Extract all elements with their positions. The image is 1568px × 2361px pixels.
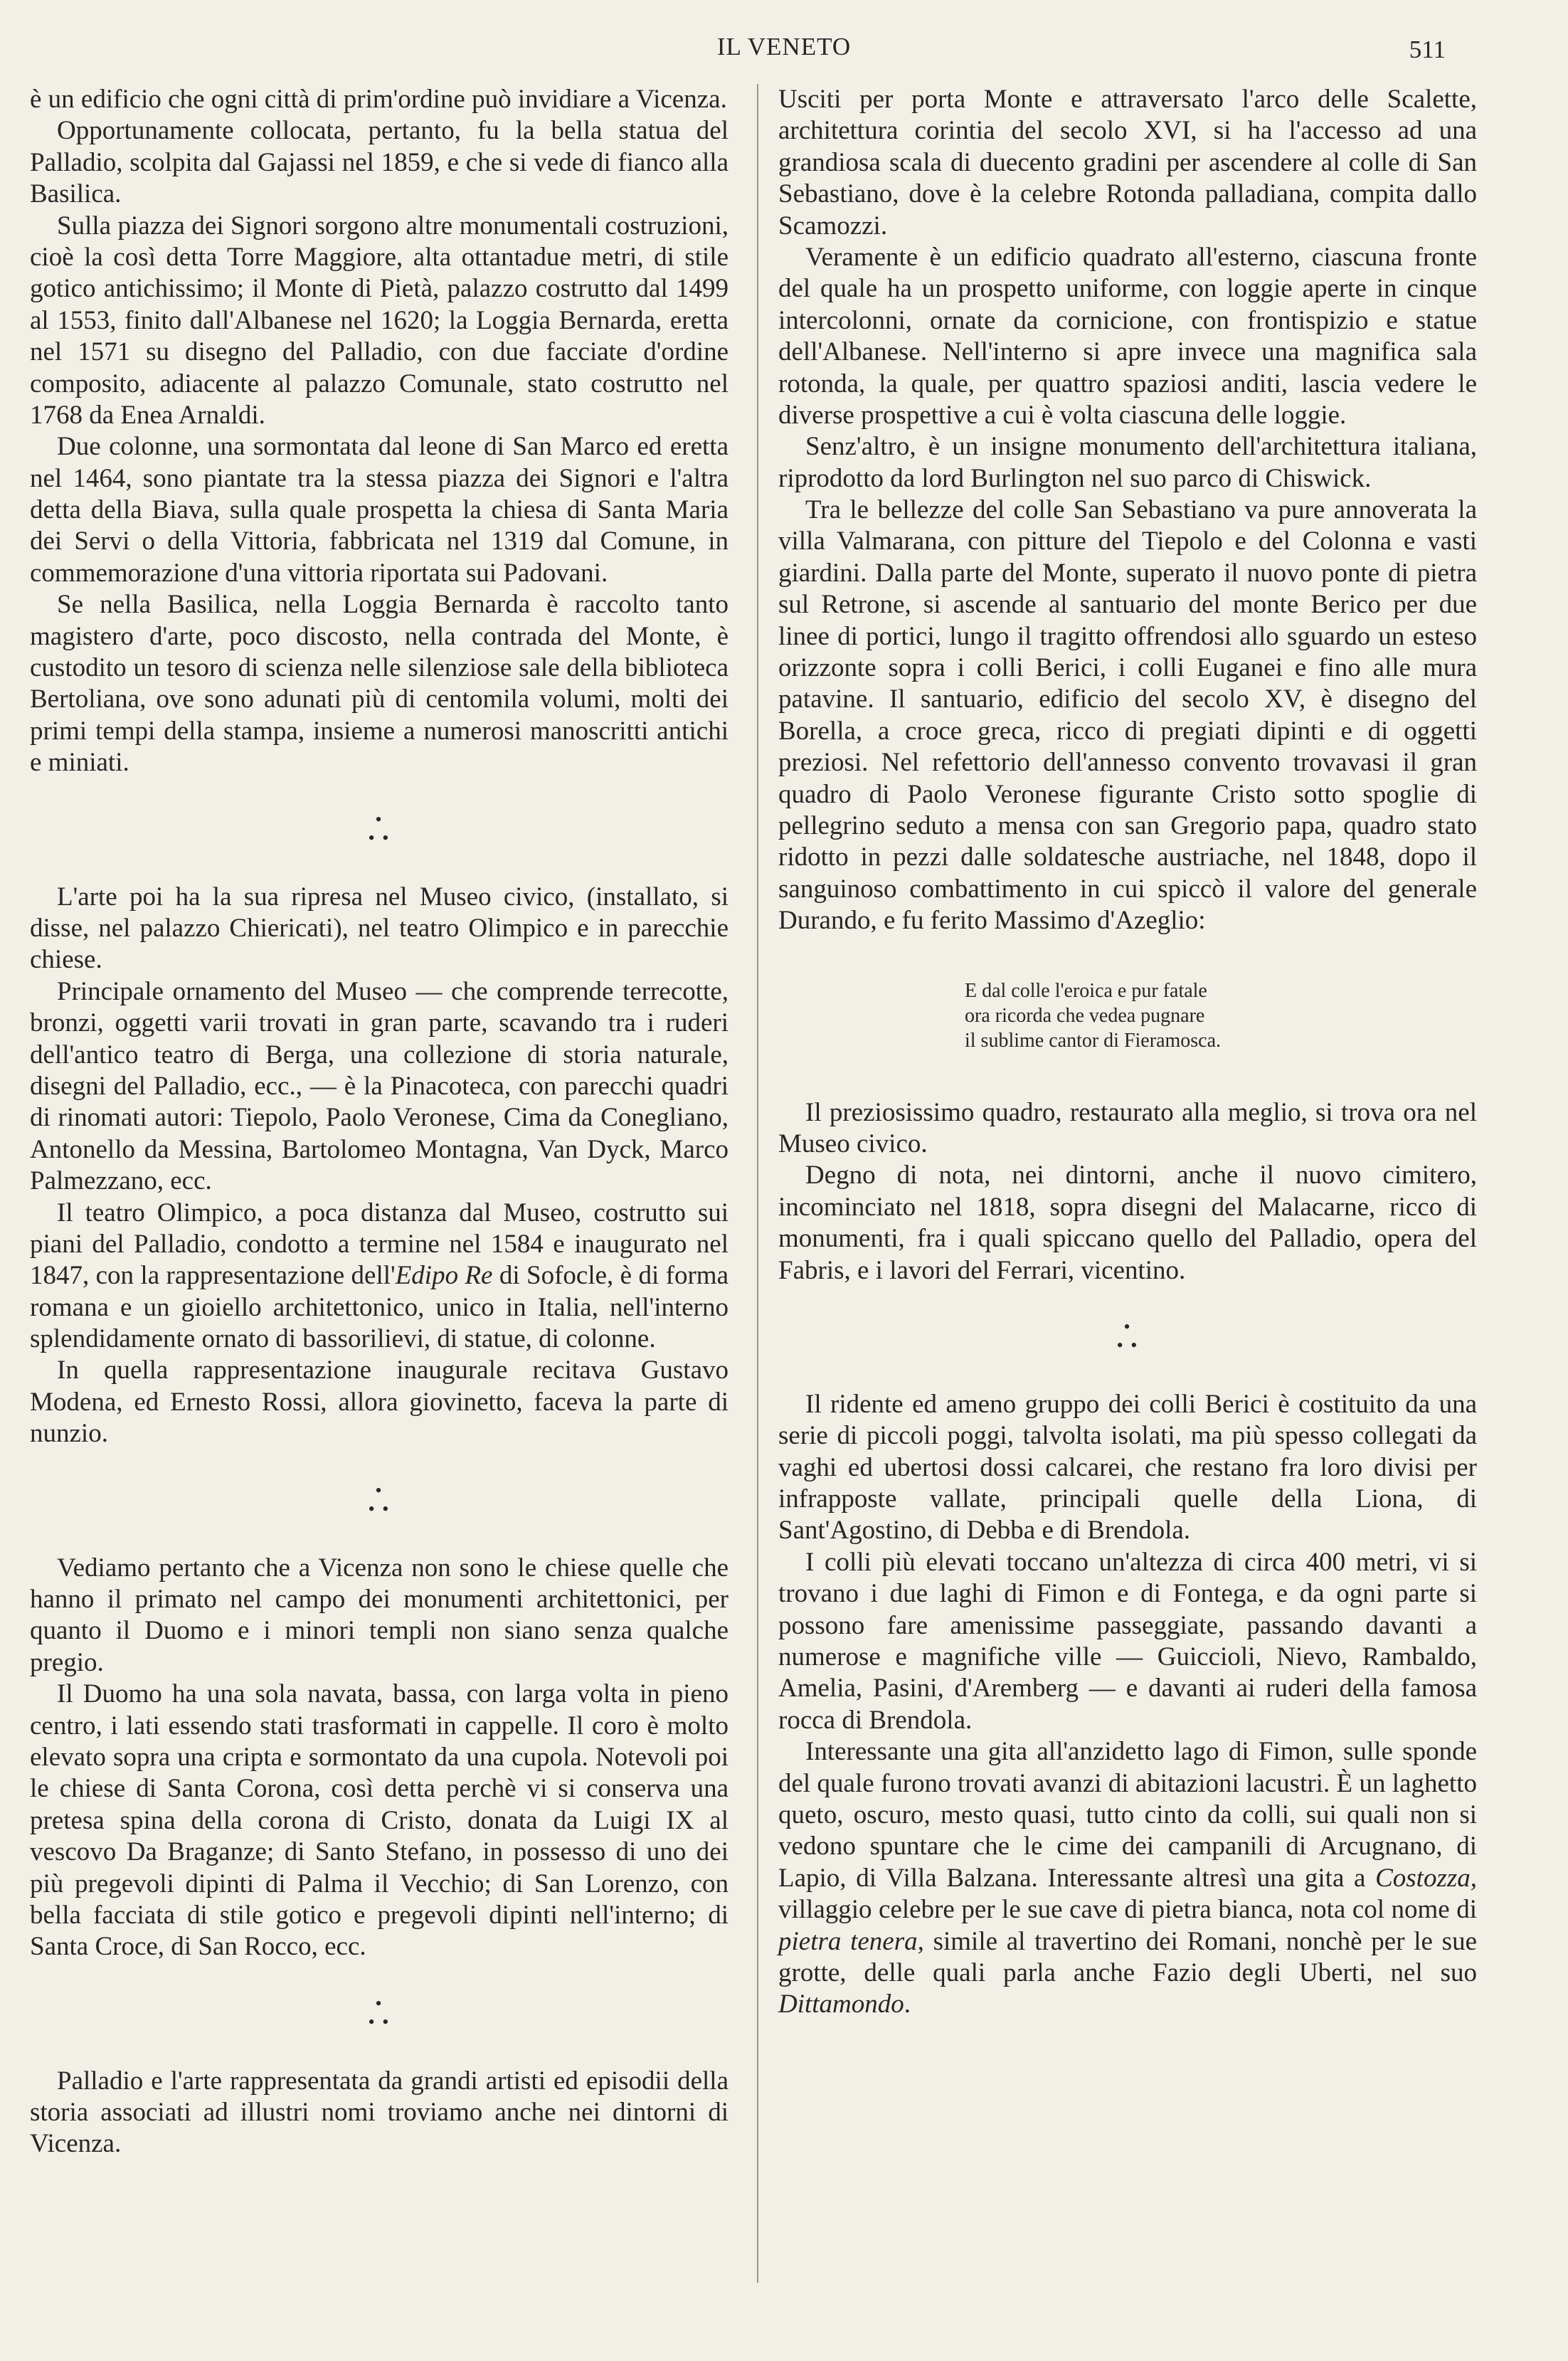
- paragraph: Veramente è un edificio quadrato all'esterno, ciascuna fronte del quale ha un prospetto uniforme, con loggie aperte in cinque intercolonni, ornate da cornicione, con frontispizio e statue dell'Albanese. Nell'interno si apre invece una magnifica sala rotonda, la quale, per quattro spaziosi anditi, lascia vedere le diverse prospettive a cui è volta ciascuna delle loggie.: [778, 242, 1477, 430]
- paragraph: Tra le bellezze del colle San Sebastiano va pure annoverata la villa Valmarana, con pitture del Tiepolo e del Colonna e vasti giardini. Dalla parte del Monte, superato il nuovo ponte di pietra sul Retrone, si ascende al santuario del monte Berico per due linee di portici, lungo il tragitto offrendosi allo sguardo un esteso orizzonte sopra i colli Berici, i colli Euganei e fino alle mura patavine. Il santuario, edificio del secolo XV, è disegno del Borella, a croce greca, ricco di pregiati dipinti e di oggetti preziosi. Nel refettorio dell'annesso convento trovavasi il gran quadro di Paolo Veronese figurante Cristo sotto spoglie di pellegrino seduto a mensa con san Gregorio papa, quadro stato ridotto in pezzi dalle soldatesche austriache, nel 1848, dopo il sanguinoso combattimento in cui spiccò il valore del generale Durando, e fu ferito Massimo d'Azeglio:: [778, 495, 1477, 936]
- paragraph: L'arte poi ha la sua ripresa nel Museo civico, (installato, si disse, nel palazzo Chiericati), nel teatro Olimpico e in parecchie chiese.: [30, 882, 729, 975]
- paragraph: Sulla piazza dei Signori sorgono altre monumentali costruzioni, cioè la così detta Torre Maggiore, alta ottantadue metri, di stile gotico antichissimo; il Monte di Pietà, palazzo costrutto dal 1499 al 1553, finito dall'Albanese nel 1620; la Loggia Bernarda, eretta nel 1571 su disegno del Palladio, con due facciate d'ordine composito, adiacente al palazzo Comunale, stato costrutto nel 1768 da Enea Arnaldi.: [30, 211, 729, 430]
- italic-title: Edipo Re: [395, 1261, 493, 1291]
- paragraph: In quella rappresentazione inaugurale recitava Gustavo Modena, ed Ernesto Rossi, allora giovinetto, faceva la parte di nunzio.: [30, 1356, 729, 1449]
- paragraph: Palladio e l'arte rappresentata da grandi artisti ed episodii della storia associati ad illustri nomi troviamo anche nei dintorni di Vicenza.: [30, 2066, 729, 2159]
- italic-title: Dittamondo: [778, 1990, 904, 2019]
- italic-place-name: Costozza,: [1375, 1863, 1477, 1893]
- text-run: villaggio celebre per le sue cave di pietra bianca, nota col nome di: [778, 1895, 1477, 1925]
- italic-term: pietra tenera,: [778, 1926, 924, 1956]
- section-separator: • • •: [368, 1479, 391, 1519]
- page-header: [0, 33, 1568, 75]
- section-separator: • • •: [368, 808, 391, 848]
- page-number: 511: [1409, 36, 1446, 63]
- paragraph: Usciti per porta Monte e attraversato l'arco delle Scalette, architettura corintia del secolo XVI, si ha l'accesso ad una grandiosa scala di duecento gradini per ascendere al colle di San Sebastiano, dove è la celebre Rotonda palladiana, compita dallo Scamozzi.: [778, 85, 1477, 241]
- paragraph: Il preziosissimo quadro, restaurato alla meglio, si trova ora nel Museo civico.: [778, 1097, 1477, 1158]
- paragraph: Due colonne, una sormontata dal leone di San Marco ed eretta nel 1464, sono piantate tra la stessa piazza dei Signori e l'altra detta della Biava, sulla quale prospetta la chiesa di Santa Maria dei Servi o della Vittoria, fabbricata nel 1319 dal Comune, in commemorazione d'una vittoria riportata sui Padovani.: [30, 432, 729, 588]
- paragraph: Senz'altro, è un insigne monumento dell'architettura italiana, riprodotto da lord Burlington nel suo parco di Chiswick.: [778, 432, 1477, 493]
- text-run: Interessante una gita all'anzidetto lago di Fimon, sulle sponde del quale furono trovati avanzi di abitazioni lacustri. È un laghetto queto, oscuro, mesto quasi, tutto cinto da colli, sui quali non si vedono spuntare che le cime dei campanili di Arcugnano, di Lapio, di Villa Balzana. Interessante altresì una gita a: [778, 1737, 1477, 1893]
- paragraph: I colli più elevati toccano un'altezza di circa 400 metri, vi si trovano i due laghi di Fimon e di Fontega, e da ogni parte si possono fare amenissime passeggiate, passando davanti a numerose e magnifiche ville — Guiccioli, Nievo, Rambaldo, Amelia, Pasini, d'Aremberg — e davanti ai ruderi della famosa rocca di Brendola.: [778, 1547, 1477, 1735]
- verse-quote: [965, 978, 1477, 1053]
- right-column: [778, 84, 1477, 2021]
- paragraph: Degno di nota, nei dintorni, anche il nuovo cimitero, incominciato nel 1818, sopra disegni del Malacarne, ricco di monumenti, fra i quali spiccano quello del Palladio, opera del Fabris, e i lavori del Ferrari, vicentino.: [778, 1161, 1477, 1285]
- text-run: di Sofocle, è di forma romana e un gioiello architettonico, unico in Italia, nell'interno splendidamente ornato di bassorilievi, di statue, di colonne.: [30, 1261, 729, 1354]
- text-run: .: [904, 1990, 911, 2019]
- left-column: [30, 84, 729, 2160]
- running-head: IL VENETO: [716, 33, 852, 60]
- verse-line: E dal colle l'eroica e pur fatale: [965, 979, 1207, 1002]
- verse-line: il sublime cantor di Fieramosca.: [965, 1029, 1222, 1052]
- paragraph: Vediamo pertanto che a Vicenza non sono le chiese quelle che hanno il primato nel campo dei monumenti architettonici, per quanto il Duomo e i minori templi non siano senza qualche pregio.: [30, 1553, 729, 1677]
- text-run: simile al travertino dei Romani, nonchè per le sue grotte, delle quali parla anche Fazio degli Uberti, nel suo: [778, 1926, 1477, 1987]
- section-separator: • • •: [368, 1992, 391, 2032]
- paragraph: [778, 1736, 1477, 2021]
- column-rule: [757, 84, 758, 2283]
- paragraph: Il ridente ed ameno gruppo dei colli Berici è costituito da una serie di piccoli poggi, talvolta isolati, ma più spesso collegati da vaghi ed ubertosi dossi calcarei, che restano fra loro divisi per infrapposte vallate, principali quelle della Liona, di Sant'Agostino, di Debba e di Brendola.: [778, 1389, 1477, 1546]
- verse-line: ora ricorda che vedea pugnare: [965, 1004, 1205, 1027]
- paragraph: Principale ornamento del Museo — che comprende terrecotte, bronzi, oggetti varii trovati in gran parte, scavando tra i ruderi dell'antico teatro di Berga, una collezione di storia naturale, disegni del Palladio, ecc., — è la Pinacoteca, con parecchi quadri di rinomati autori: Tiepolo, Paolo Veronese, Cima da Conegliano, Antonello da Messina, Bartolomeo Montagna, Van Dyck, Marco Palmezzano, ecc.: [30, 976, 729, 1196]
- section-separator: • • •: [1116, 1316, 1139, 1356]
- paragraph: Se nella Basilica, nella Loggia Bernarda è raccolto tanto magistero d'arte, poco discosto, nella contrada del Monte, è custodito un tesoro di scienza nelle silenziose sale della biblioteca Bertoliana, ove sono adunati più di centomila volumi, molti dei primi tempi della stampa, insieme a numerosi manoscritti antichi e miniati.: [30, 590, 729, 778]
- paragraph: [30, 1198, 729, 1356]
- paragraph: Il Duomo ha una sola navata, bassa, con larga volta in pieno centro, i lati essendo stati trasformati in cappelle. Il coro è molto elevato sopra una cripta e sormontato da una cupola. Notevoli poi le chiese di Santa Corona, così detta perchè vi si conserva una pretesa spina della corona di Cristo, donata da Luigi IX al vescovo Da Braganze; di Santo Stefano, in possesso di uno dei più pregevoli dipinti di Palma il Vecchio; di San Lorenzo, con bella facciata di stile gotico e pregevoli dipinti nell'interno; di Santa Croce, di San Rocco, ecc.: [30, 1679, 729, 1962]
- paragraph: Opportunamente collocata, pertanto, fu la bella statua del Palladio, scolpita dal Gajassi nel 1859, e che si vede di fianco alla Basilica.: [30, 116, 729, 209]
- paragraph: è un edificio che ogni città di prim'ordine può invidiare a Vicenza.: [30, 85, 727, 114]
- text-run: Il teatro Olimpico, a poca distanza dal Museo, costrutto sui piani del Palladio, condotto a termine nel 1584 e inaugurato nel 1847, con la rappresentazione dell': [30, 1198, 729, 1291]
